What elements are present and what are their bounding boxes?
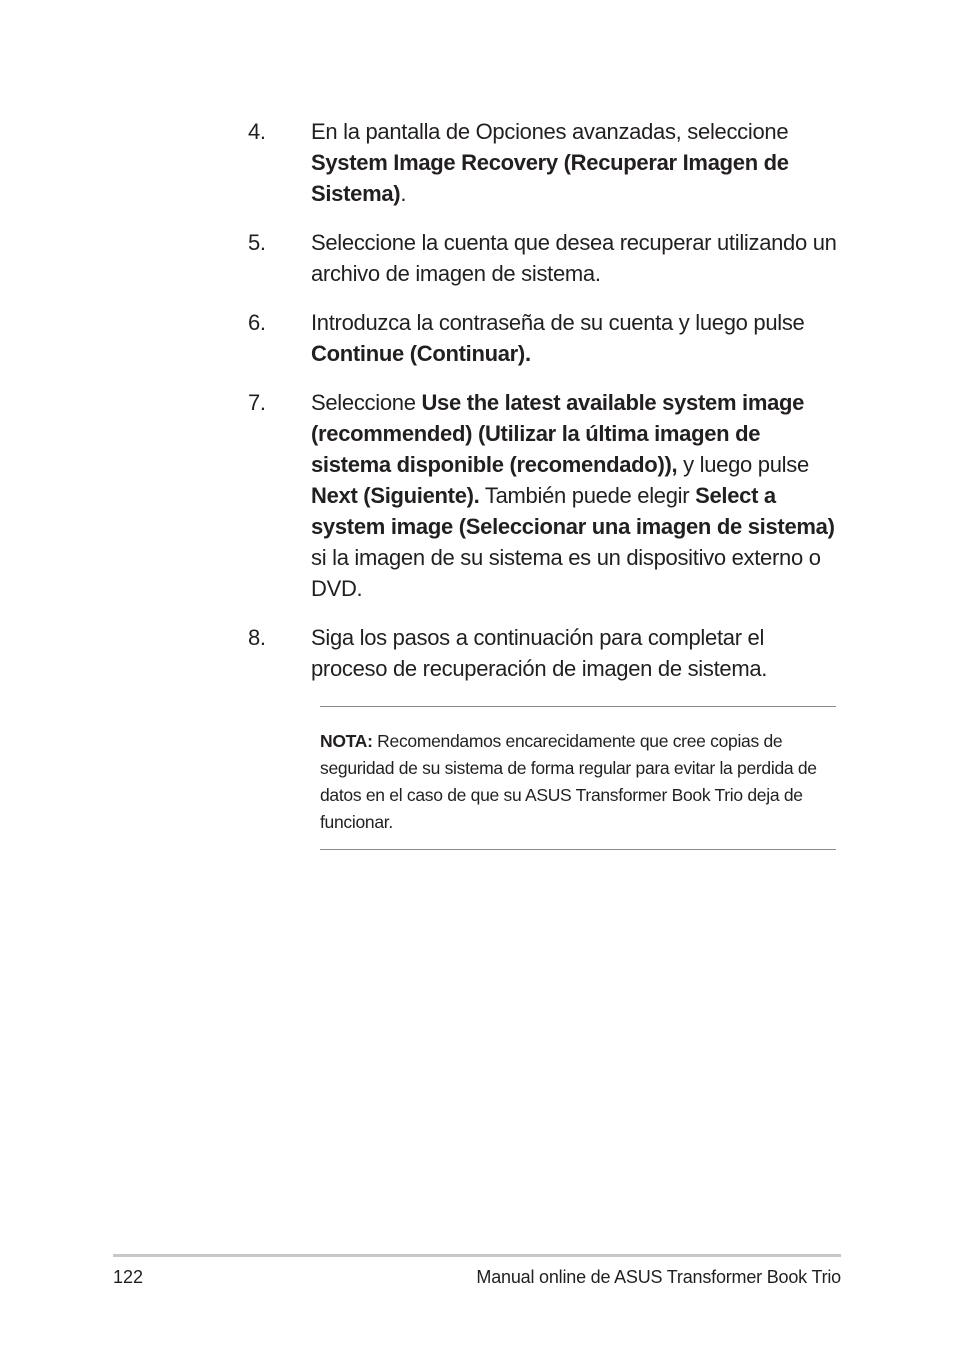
step-item — [248, 387, 848, 604]
step-item — [248, 116, 848, 209]
step-text-bold: System Image Recovery (Recuperar Imagen de Sistema) — [311, 150, 789, 206]
step-item — [248, 622, 848, 684]
step-text-run: Siga los pasos a continuación para completar el proceso de recuperación de imagen de sistema. — [311, 625, 768, 681]
step-text-run: En la pantalla de Opciones avanzadas, seleccione — [311, 119, 789, 144]
step-text-run: Seleccione — [311, 390, 422, 415]
step-text-run: y luego pulse — [677, 452, 809, 477]
steps-list — [248, 116, 848, 702]
step-text-bold: Select a system image (Seleccionar una imagen de sistema) — [311, 483, 835, 539]
step-text — [311, 116, 841, 209]
step-number: 7. — [248, 390, 266, 415]
step-text-run: Introduzca la contraseña de su cuenta y luego pulse — [311, 310, 805, 335]
step-text-bold: Continue (Continuar). — [311, 341, 531, 366]
note-text: Recomendamos encarecidamente que cree copias de seguridad de su sistema de forma regular para evitar la perdida de datos en el caso de que su ASUS Transformer Book Trio deja de funcionar. — [320, 731, 817, 832]
step-text — [311, 227, 841, 289]
step-number: 5. — [248, 230, 266, 255]
step-text-run: si la imagen de su sistema es un dispositivo externo o DVD. — [311, 545, 821, 601]
step-number: 4. — [248, 119, 266, 144]
step-text-run: Seleccione la cuenta que desea recuperar utilizando un archivo de imagen de sistema. — [311, 230, 837, 286]
step-item — [248, 227, 848, 289]
step-item — [248, 307, 848, 369]
step-text-run: También puede elegir — [479, 483, 696, 508]
step-text — [311, 622, 841, 684]
step-number: 6. — [248, 310, 266, 335]
step-text-run: . — [400, 181, 407, 206]
note-box — [320, 706, 836, 850]
step-text — [311, 387, 841, 604]
step-number: 8. — [248, 625, 266, 650]
page-number: 122 — [113, 1267, 144, 1287]
step-text-bold: Use the latest available system image (recommended) (Utilizar la última imagen de sistema disponible (recomendado)), — [311, 390, 805, 477]
step-text-bold: Next (Siguiente). — [311, 483, 480, 508]
step-text — [311, 307, 841, 369]
footer-divider — [113, 1254, 841, 1257]
note-label: NOTA: — [320, 731, 373, 751]
footer-title: Manual online de ASUS Transformer Book Trio — [476, 1267, 841, 1287]
